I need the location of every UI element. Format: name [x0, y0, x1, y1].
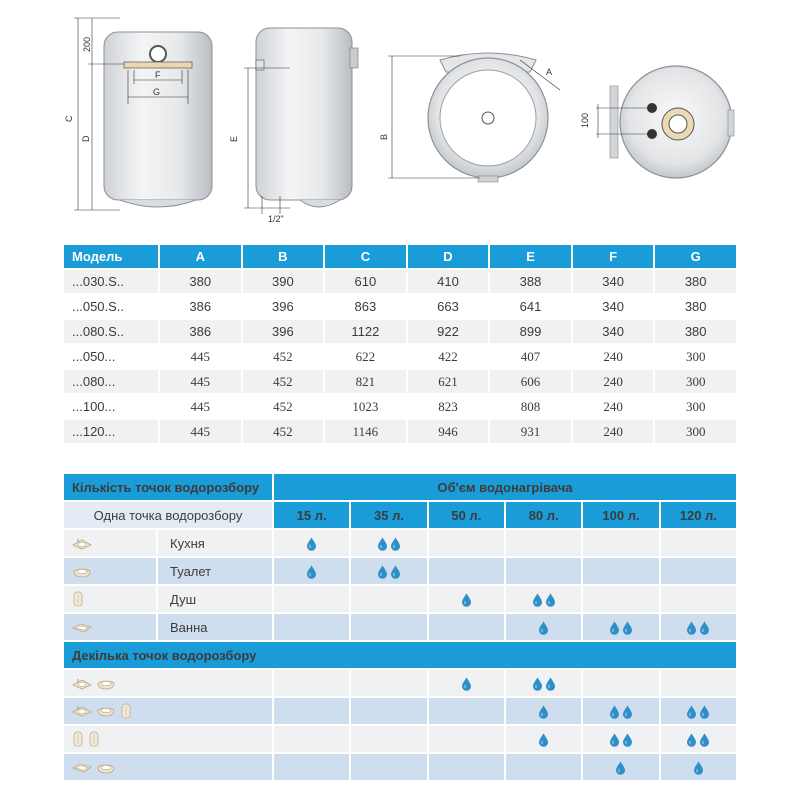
dimensions-row [64, 395, 736, 418]
suitability-cell [429, 726, 504, 752]
wash-basin-icon [96, 704, 116, 718]
model-cell: ...050.S.. [64, 295, 158, 318]
suitability-cell [583, 726, 658, 752]
suitability-cell [583, 698, 658, 724]
dimensions-table [62, 243, 738, 445]
suitability-cell [583, 586, 658, 612]
single-point-row [64, 614, 736, 640]
dimension-value-cell: 386 [160, 320, 241, 343]
water-drop-icon [622, 621, 633, 635]
shower-icon [120, 703, 132, 719]
dimensions-header-cell: B [243, 245, 324, 268]
shower-icon [72, 591, 84, 607]
bathtub-icon [72, 621, 92, 635]
dimension-value-cell: 386 [160, 295, 241, 318]
usage-table [62, 472, 738, 782]
usage-title-right: Об'єм водонагрівача [274, 474, 736, 500]
fixture-icon-cell [64, 586, 156, 612]
multi-point-label: Декілька точок водорозбору [64, 642, 736, 668]
suitability-cell [506, 530, 581, 556]
suitability-cell [661, 698, 736, 724]
wash-basin-icon [96, 761, 116, 775]
water-drop-icon [693, 761, 704, 775]
suitability-cell [661, 586, 736, 612]
suitability-cell [429, 614, 504, 640]
fixture-icon-cell [64, 726, 272, 752]
suitability-cell [506, 670, 581, 696]
suitability-cell [583, 530, 658, 556]
shower-icon [88, 731, 100, 747]
model-cell: ...080.S.. [64, 320, 158, 343]
dimension-value-cell: 823 [408, 395, 489, 418]
dimension-value-cell: 422 [408, 345, 489, 368]
dimension-value-cell: 240 [573, 420, 654, 443]
suitability-cell [274, 586, 349, 612]
top-dim-b: B [379, 133, 389, 140]
water-drop-icon [686, 621, 697, 635]
bracket-view-drawing [580, 66, 734, 178]
fixture-icon-cell [64, 698, 272, 724]
dimension-value-cell: 445 [160, 345, 241, 368]
dimension-value-cell: 1122 [325, 320, 406, 343]
water-drop-icon [461, 677, 472, 691]
fixture-icon-cell [64, 614, 156, 640]
multi-point-row [64, 726, 736, 752]
dimension-value-cell: 396 [243, 295, 324, 318]
suitability-cell [583, 754, 658, 780]
suitability-cell [506, 558, 581, 584]
water-drop-icon [609, 621, 620, 635]
suitability-cell [661, 726, 736, 752]
dimension-value-cell: 340 [573, 320, 654, 343]
water-drop-icon [538, 733, 549, 747]
dimension-value-cell: 663 [408, 295, 489, 318]
dimension-value-cell: 380 [655, 270, 736, 293]
suitability-cell [351, 530, 426, 556]
water-drop-icon [545, 677, 556, 691]
suitability-cell [351, 586, 426, 612]
technical-drawings [0, 0, 800, 235]
dimensions-table-header [64, 245, 736, 268]
suitability-cell [429, 558, 504, 584]
water-drop-icon [538, 621, 549, 635]
fixture-icon-cell [64, 754, 272, 780]
bathtub-icon [72, 761, 92, 775]
dimension-value-cell: 396 [243, 320, 324, 343]
water-drop-icon [699, 733, 710, 747]
dimension-value-cell: 821 [325, 370, 406, 393]
dimensions-table-body [64, 270, 736, 443]
water-drop-icon [306, 537, 317, 551]
water-drop-icon [538, 705, 549, 719]
side-pipe-size: 1/2" [268, 214, 284, 224]
suitability-cell [429, 670, 504, 696]
single-point-row [64, 558, 736, 584]
single-point-row [64, 530, 736, 556]
suitability-cell [661, 670, 736, 696]
dimension-value-cell: 407 [490, 345, 571, 368]
single-point-row [64, 586, 736, 612]
dimension-value-cell: 1146 [325, 420, 406, 443]
suitability-cell [661, 558, 736, 584]
suitability-cell [351, 698, 426, 724]
dimension-value-cell: 899 [490, 320, 571, 343]
dimensions-header-cell: C [325, 245, 406, 268]
water-drop-icon [377, 537, 388, 551]
fixture-icon-cell [64, 558, 156, 584]
water-drop-icon [390, 565, 401, 579]
usage-title-left: Кількість точок водорозбору [64, 474, 272, 500]
water-drop-icon [390, 537, 401, 551]
model-cell: ...030.S.. [64, 270, 158, 293]
model-cell: ...120... [64, 420, 158, 443]
water-drop-icon [622, 705, 633, 719]
multi-point-row [64, 754, 736, 780]
suitability-cell [351, 726, 426, 752]
dimension-value-cell: 808 [490, 395, 571, 418]
kitchen-sink-icon [72, 704, 92, 718]
dimension-value-cell: 922 [408, 320, 489, 343]
suitability-cell [351, 614, 426, 640]
dimension-value-cell: 452 [243, 420, 324, 443]
front-view-drawing [64, 18, 212, 210]
water-drop-icon [686, 705, 697, 719]
fixture-name-cell: Ванна [158, 614, 272, 640]
kitchen-sink-icon [72, 677, 92, 691]
dimensions-row [64, 345, 736, 368]
dimension-value-cell: 931 [490, 420, 571, 443]
suitability-cell [274, 614, 349, 640]
dimension-value-cell: 452 [243, 345, 324, 368]
dimension-value-cell: 340 [573, 270, 654, 293]
dimension-value-cell: 621 [408, 370, 489, 393]
dimension-value-cell: 610 [325, 270, 406, 293]
bracket-dim-spacing: 100 [580, 112, 590, 128]
suitability-cell [274, 558, 349, 584]
suitability-cell [661, 614, 736, 640]
suitability-cell [274, 726, 349, 752]
dimension-value-cell: 445 [160, 420, 241, 443]
suitability-cell [506, 726, 581, 752]
dimension-value-cell: 388 [490, 270, 571, 293]
dimensions-row [64, 320, 736, 343]
suitability-cell [429, 754, 504, 780]
dimensions-header-cell: A [160, 245, 241, 268]
multi-point-row [64, 698, 736, 724]
volume-header-cell: 35 л. [351, 502, 426, 528]
water-drop-icon [699, 705, 710, 719]
dimension-value-cell: 410 [408, 270, 489, 293]
dimension-value-cell: 240 [573, 345, 654, 368]
water-drop-icon [306, 565, 317, 579]
suitability-cell [506, 614, 581, 640]
suitability-cell [274, 754, 349, 780]
volume-header-cell: 80 л. [506, 502, 581, 528]
water-drop-icon [609, 705, 620, 719]
top-dim-a: A [546, 67, 553, 77]
dimension-value-cell: 622 [325, 345, 406, 368]
single-point-label: Одна точка водорозбору [64, 502, 272, 528]
suitability-cell [274, 530, 349, 556]
dimension-value-cell: 300 [655, 395, 736, 418]
multi-point-row [64, 670, 736, 696]
dimension-value-cell: 452 [243, 395, 324, 418]
suitability-cell [506, 754, 581, 780]
dimension-value-cell: 452 [243, 370, 324, 393]
front-dim-c: C [64, 115, 74, 122]
suitability-cell [661, 530, 736, 556]
model-cell: ...050... [64, 345, 158, 368]
top-view-drawing [379, 53, 560, 182]
dimensions-row [64, 420, 736, 443]
volume-header-row [64, 502, 736, 528]
suitability-cell [351, 754, 426, 780]
water-drop-icon [609, 733, 620, 747]
shower-icon [72, 731, 84, 747]
dimension-value-cell: 445 [160, 395, 241, 418]
dimension-value-cell: 641 [490, 295, 571, 318]
front-dim-d: D [81, 135, 91, 142]
dimension-value-cell: 240 [573, 370, 654, 393]
front-dim-f: F [155, 70, 161, 80]
fixture-name-cell: Душ [158, 586, 272, 612]
water-drop-icon [622, 733, 633, 747]
front-dim-g: G [153, 87, 161, 97]
dimension-value-cell: 946 [408, 420, 489, 443]
dimensions-header-cell: D [408, 245, 489, 268]
water-drop-icon [532, 593, 543, 607]
water-drop-icon [545, 593, 556, 607]
dimension-value-cell: 380 [160, 270, 241, 293]
suitability-cell [506, 586, 581, 612]
suitability-cell [429, 586, 504, 612]
dimensions-row [64, 270, 736, 293]
dimension-value-cell: 380 [655, 295, 736, 318]
volume-header-cell: 50 л. [429, 502, 504, 528]
dimension-value-cell: 380 [655, 320, 736, 343]
fixture-name-cell: Туалет [158, 558, 272, 584]
dimension-value-cell: 863 [325, 295, 406, 318]
suitability-cell [351, 670, 426, 696]
dimension-value-cell: 240 [573, 395, 654, 418]
water-drop-icon [377, 565, 388, 579]
dimension-value-cell: 300 [655, 370, 736, 393]
dimension-value-cell: 390 [243, 270, 324, 293]
water-drop-icon [615, 761, 626, 775]
dimensions-header-cell: E [490, 245, 571, 268]
fixture-name-cell: Кухня [158, 530, 272, 556]
suitability-cell [583, 558, 658, 584]
dimension-value-cell: 1023 [325, 395, 406, 418]
dimensions-row [64, 295, 736, 318]
suitability-cell [506, 698, 581, 724]
volume-header-cell: 100 л. [583, 502, 658, 528]
model-cell: ...080... [64, 370, 158, 393]
multi-point-header-row [64, 642, 736, 668]
kitchen-sink-icon [72, 537, 92, 551]
side-view-drawing [229, 28, 358, 224]
water-drop-icon [532, 677, 543, 691]
volume-header-cell: 15 л. [274, 502, 349, 528]
suitability-cell [429, 530, 504, 556]
water-drop-icon [699, 621, 710, 635]
dimension-value-cell: 445 [160, 370, 241, 393]
dimension-value-cell: 300 [655, 420, 736, 443]
front-dim-top: 200 [82, 36, 92, 52]
dimensions-header-cell: G [655, 245, 736, 268]
wash-basin-icon [96, 677, 116, 691]
fixture-icon-cell [64, 670, 272, 696]
wash-basin-icon [72, 565, 92, 579]
model-cell: ...100... [64, 395, 158, 418]
suitability-cell [661, 754, 736, 780]
water-drop-icon [686, 733, 697, 747]
dimension-value-cell: 300 [655, 345, 736, 368]
fixture-icon-cell [64, 530, 156, 556]
suitability-cell [274, 670, 349, 696]
water-drop-icon [461, 593, 472, 607]
suitability-cell [583, 614, 658, 640]
side-dim-e: E [229, 135, 239, 142]
suitability-cell [274, 698, 349, 724]
dimension-value-cell: 340 [573, 295, 654, 318]
dimension-value-cell: 606 [490, 370, 571, 393]
suitability-cell [429, 698, 504, 724]
dimensions-header-cell: Модель [64, 245, 158, 268]
dimensions-header-cell: F [573, 245, 654, 268]
dimensions-row [64, 370, 736, 393]
volume-header-cell: 120 л. [661, 502, 736, 528]
suitability-cell [583, 670, 658, 696]
suitability-cell [351, 558, 426, 584]
